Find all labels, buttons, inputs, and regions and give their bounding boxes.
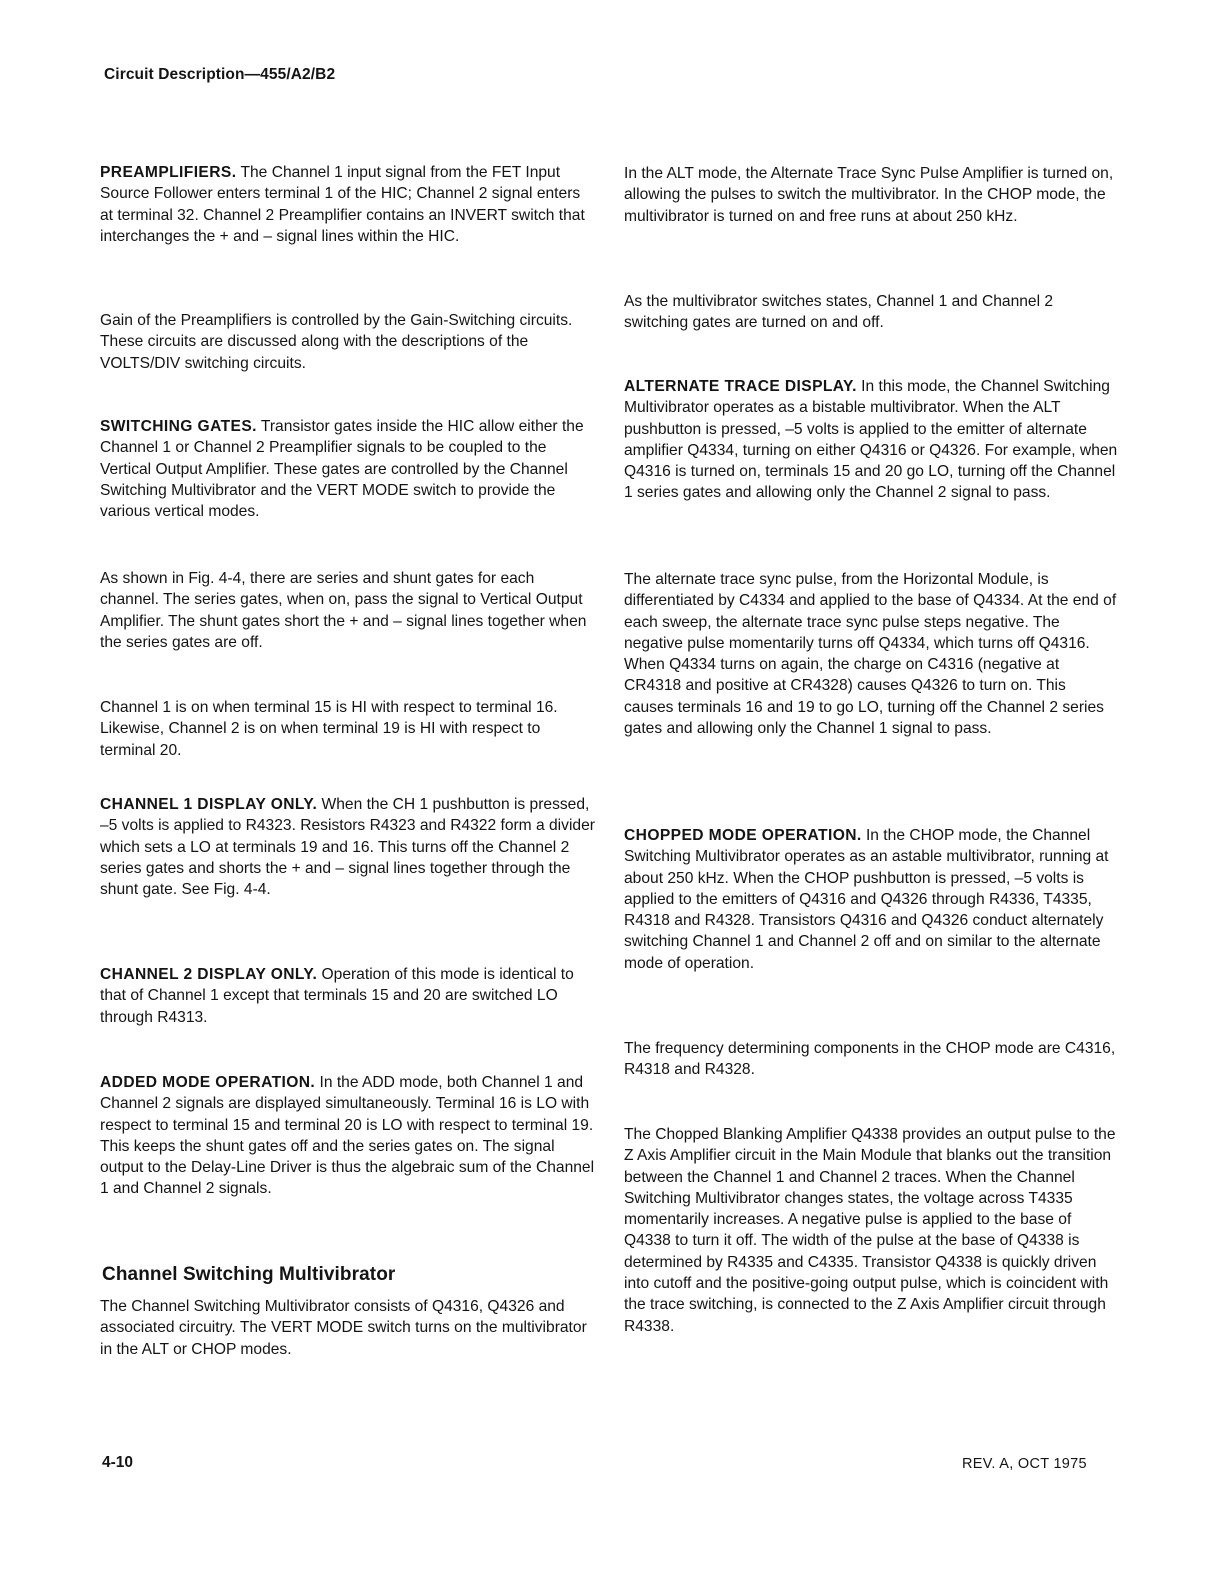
paragraph-alternate-trace-sync-pulse: The alternate trace sync pulse, from the Horizontal Module, is differentiated by C4334 and applied to the base of Q4334. At the end of each sweep, the alternate trace sync pulse steps negative. The negative pulse momentarily turns off Q4334, which turns off Q4316. When Q4334 turns on again, the charge on C4316 (negative at CR4318 and positive at CR4328) causes Q4326 to turn on. This causes terminals 16 and 19 to go LO, turning off the Channel 2 series gates and allowing only the Channel 1 signal to pass.: [624, 571, 1117, 738]
paragraph-multivibrator-description: The Channel Switching Multivibrator consists of Q4316, Q4326 and associated circuitry. The VERT MODE switch turns on the multivibrator in the ALT or CHOP modes.: [100, 1298, 587, 1358]
paragraph-switching-gates: SWITCHING GATES. Transistor gates inside the HIC allow either the Channel 1 or Channel 2 Preamplifier signals to be coupled to the Vertical Output Amplifier. These gates are controlled by the Channel Switching Multivibrator and the VERT MODE switch to provide the various vertical modes.: [100, 418, 584, 521]
paragraph-alternate-trace-display: ALTERNATE TRACE DISPLAY. In this mode, the Channel Switching Multivibrator operates as a bistable multivibrator. When the ALT pushbutton is pressed, –5 volts is applied to the emitter of alternate amplifier Q4334, turning on either Q4316 or Q4326. For example, when Q4316 is turned on, terminals 15 and 20 go LO, turning off the Channel 1 series gates and allowing only the Channel 2 signal to pass.: [624, 378, 1118, 502]
revision-date: REV. A, OCT 1975: [962, 1456, 1087, 1472]
page-number: 4-10: [102, 1454, 134, 1471]
paragraph-chopped-mode: CHOPPED MODE OPERATION. In the CHOP mode, the Channel Switching Multivibrator operates as an astable multivibrator, running at about 250 kHz. When the CHOP pushbutton is pressed, –5 volts is applied to the emitters of Q4316 and Q4326 through R4336, T4335, R4318 and R4328. Transistors Q4316 and Q4326 conduct alternately switching Channel 1 and Channel 2 off and on similar to the alternate mode of operation.: [624, 827, 1109, 972]
section-heading-channel-switching-multivibrator: Channel Switching Multivibrator: [102, 1264, 396, 1285]
paragraph-alt-chop-modes: In the ALT mode, the Alternate Trace Sync Pulse Amplifier is turned on, allowing the pulses to switch the multivibrator. In the CHOP mode, the multivibrator is turned on and free runs at about 250 kHz.: [624, 165, 1114, 225]
paragraph-gain: Gain of the Preamplifiers is controlled by the Gain-Switching circuits. These circuits are discussed along with the descriptions of the VOLTS/DIV switching circuits.: [100, 312, 573, 372]
paragraph-frequency-components: The frequency determining components in the CHOP mode are C4316, R4318 and R4328.: [624, 1040, 1116, 1079]
paragraph-switching-states: As the multivibrator switches states, Channel 1 and Channel 2 switching gates are turned on and off.: [624, 293, 1054, 332]
paragraph-channel-on-conditions: Channel 1 is on when terminal 15 is HI with respect to terminal 16. Likewise, Channel 2 is on when terminal 19 is HI with respect to terminal 20.: [100, 699, 558, 759]
paragraph-chopped-blanking-amplifier: The Chopped Blanking Amplifier Q4338 provides an output pulse to the Z Axis Amplifier circuit in the Main Module that blanks out the transition between the Channel 1 and Channel 2 traces. When the Channel Switching Multivibrator changes states, the voltage across T4335 momentarily increases. A negative pulse is applied to the base of Q4338 to turn it off. The width of the pulse at the base of Q4338 is determined by R4335 and C4335. Transistor Q4338 is quickly driven into cutoff and the positive-going output pulse, which is coincident with the trace switching, is connected to the Z Axis Amplifier circuit through R4338.: [624, 1126, 1116, 1335]
page-header: Circuit Description—455/A2/B2: [104, 66, 336, 83]
paragraph-series-shunt-gates: As shown in Fig. 4-4, there are series and shunt gates for each channel. The series gates, when on, pass the signal to Vertical Output Amplifier. The shunt gates short the + and – signal lines together when the series gates are off.: [100, 570, 587, 651]
paragraph-channel-2-display: CHANNEL 2 DISPLAY ONLY. Operation of this mode is identical to that of Channel 1 except that terminals 15 and 20 are switched LO through R4313.: [100, 966, 574, 1026]
paragraph-added-mode: ADDED MODE OPERATION. In the ADD mode, both Channel 1 and Channel 2 signals are displayed simultaneously. Terminal 16 is LO with respect to terminal 15 and terminal 20 is LO with respect to terminal 19. This keeps the shunt gates off and the series gates on. The signal output to the Delay-Line Driver is thus the algebraic sum of the Channel 1 and Channel 2 signals.: [100, 1074, 595, 1198]
paragraph-channel-1-display: CHANNEL 1 DISPLAY ONLY. When the CH 1 pushbutton is pressed, –5 volts is applied to R4323. Resistors R4323 and R4322 form a divider which sets a LO at terminals 19 and 16. This turns off the Channel 2 series gates and shorts the + and – signal lines together through the shunt gate. See Fig. 4-4.: [100, 796, 595, 899]
paragraph-preamplifiers: PREAMPLIFIERS. The Channel 1 input signal from the FET Input Source Follower enters terminal 1 of the HIC; Channel 2 signal enters at terminal 32. Channel 2 Preamplifier contains an INVERT switch that interchanges the + and – signal lines within the HIC.: [100, 164, 585, 245]
